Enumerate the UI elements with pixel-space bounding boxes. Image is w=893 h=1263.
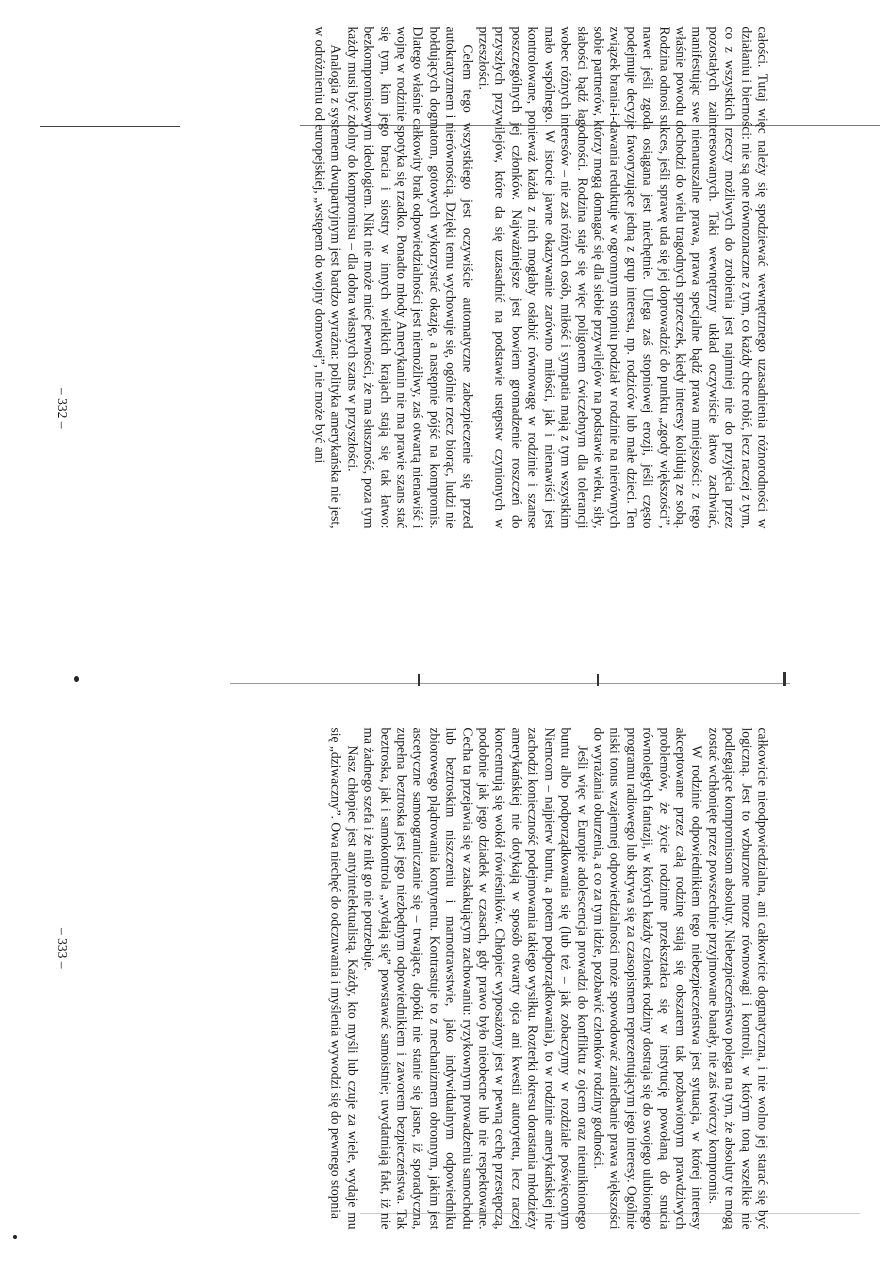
scan-mark-tick-1 (418, 674, 420, 686)
paragraph: całkowicie nieodpowiedzialna, ani całkowicie dogmatyczna, i nie wolno jej starać się być logiczną. Jest to wzburzone morze równowagi i kontroli, w którym toną wszelkie nie podlegające kompromisom absoluty. Niebezpieczeństwo polega na tym, że absoluty te mogą zostać wchłonięte przez powszechnie przyjmowane banały, nie zaś twórczy kompromis. (706, 727, 771, 1230)
page-332-text (311, 27, 770, 529)
scan-mark-tick-3 (783, 672, 786, 686)
scan-mark-dot (74, 676, 79, 682)
scan-mark-tick-2 (597, 674, 599, 686)
paragraph: Nasz chłopiec jest antyintelektualistą. Każdy, kto myśli lub czuje za wiele, wydaje mu się „dziwaczny”. Owa niechęć do odczuwania i myślenia wywodzi się do pewnego stopnia (328, 727, 361, 1230)
page-333 (122, 728, 771, 1230)
paragraph: całości. Tutaj więc należy się spodziewać wewnętrznego uzasadnienia różnorodności w działaniu i bierności: nie są one równoznaczne z tym, co każdy chce robić, lecz raczej z tym, co z wszystkich rzeczy możliwych do zrobienia jest najmniej nie do przyjęcia przez pozostałych zainteresowanych. Taki wewnętrzny układ oczywiście łatwo zachwiać, manifestując swe nienaruszalne prawa, prawa specjalne bądź prawa mniejszości: z tego właśnie powodu dochodzi do wielu tragodnych sprzeczek, kiedy interesy kolidują ze sobą. Rodzina odnosi sukces, jeśli sprawę uda się jej doprowadzić do punktu „zgody większości”, nawet jeśli zgoda osiągana jest niechętnie. Ulega zaś stopniowej erozji, jeśli często podejmuje decyzje faworyzujące jedną z grup interesu, np. rodziców lub małe dzieci. Ten związek brania-i-dawania reduktuje w ogromnym stopniu podział w rodzinie na nierównych sobie partnerów, którzy mogą domagać się dla siebie przywilejów na podstawie wieku, siły, słabości bądź łagodności. Rodzina staje się więc poligonem ćwiczebnym dla tolerancji wobec różnych interesów – nie zaś różnych osób, miłość i sympatia mają z tym wszystkim mało wspólnego. W istocie jawne okazywanie zarówno miłości, jak i nienawiści jest kontrolowane, ponieważ każda z nich mogłaby osłabić równowagę w rodzinie i szanse poszczególnych jej członków. Najważniejsze jest bowiem gromadzenie roszczeń do przyszłych przywilejów, które da się uzasadnić na podstawie ustępstw czynionych w przeszłości. (476, 26, 771, 529)
page-number-333: – 333 – (55, 928, 70, 969)
paragraph: Analogia z systemem dwupartyjnym jest bardzo wyraźna: polityka amerykańska nie jest, w odróżnieniu od europejskiej, „wstępem do wojny domowej”, nie może być ani (312, 26, 344, 529)
paragraph: Celem tego wszystkiego jest oczywiście automatyczne zabezpieczenie się przed autokratyzmem i nierównością. Dzięki temu wychowuje się, ogólnie rzecz biorąc, ludzi nie hołdujących dogmatom, gotowych wykorzystać okazję, a następnie pójść na kompromis. Dlatego właśnie całkowity brak odpowiedzialności jest niemożliwy, zaś otwartą nienawiść i wojnę w rodzinie spotyka się rzadko. Ponadto młody Amerykanin nie ma prawie szans stać się tym, kim jego bracia i siostry w innych wielkich krajach stają się tak łatwo: bezkompromisowym ideologiem. Nikt nie może mieć pewności, że ma słuszność, poza tym każdy musi być zdolny do kompromisu – dla dobra własnych szans w przyszłości. (345, 26, 476, 529)
page-333-text (328, 728, 771, 1230)
page-number-332: – 332 – (55, 388, 70, 429)
paragraph: W rodzinie odpowiednikiem tego niebezpieczeństwa jest sytuacja, w której interesy akceptowane przez całą rodzinę stają się obszarem tak pozbawionym prawdziwych problemów, że życie rodzinne przekształca się w instytucję powołaną do snucia równoległych fantazji, w których każdy członek rodziny dostraja się do swojego ulubionego programu radiowego lub skrywa się za czasopismem reprezentującym jego interesy. Ogólnie niski tonus wzajemnej odpowiedzialności może spowodować zaniedbanie prawa większości do wyrażania oburzenia, a co za tym idzie, pozbawić członków rodziny godności. (591, 727, 705, 1230)
paragraph: Jeśli więc w Europie adolescencja prowadzi do konfliktu z ojcem oraz nieuniknionego buntu albo podporządkowania się (lub też – jak zobaczymy w rozdziale poświęconym Niemcom – najpierw buntu, a potem podporządkowania), to w rodzinie amerykańskiej nie zachodzi konieczność podejmowania takiego wysiłku. Rozterki okresu dorastania młodzieży amerykańskiej nie dotykają w sposób otwarty ojca ani kwestii autorytetu, lecz raczej koncentrują się wokół rówieśników. Chłopiec wyposażony jest w pewną cechę przestępczą, podobnie jak jego dziadek w czasach, gdy prawo było nieobecne lub nie respektowane. Cecha ta przejawia się w zaskakującym zachowaniu: ryzykownym prowadzeniu samochodu lub beztroskim niszczeniu i marnotrawstwie, jako indywidualnym odpowiedniku zbiorowego plądrowania kontynentu. Kontrastuje to z mechanizmem obronnym, jakim jest ascetyczne samoograniczanie się – trwające, dopóki nie stanie się jasne, iż sporadyczna, zupełna beztroska jest jego niezbędnym odpowiednikiem i zaworem bezpieczeństwa. Tak beztroska, jak i samokontrola „wydają się” powstawać samoistnie; uwydatniają fakt, iż nie ma żadnego szefa i że nikt go nie potrzebuje. (361, 727, 591, 1230)
page-332 (122, 27, 771, 529)
corner-mark-dot (13, 1235, 17, 1239)
middle-dashed-rule (230, 683, 790, 684)
